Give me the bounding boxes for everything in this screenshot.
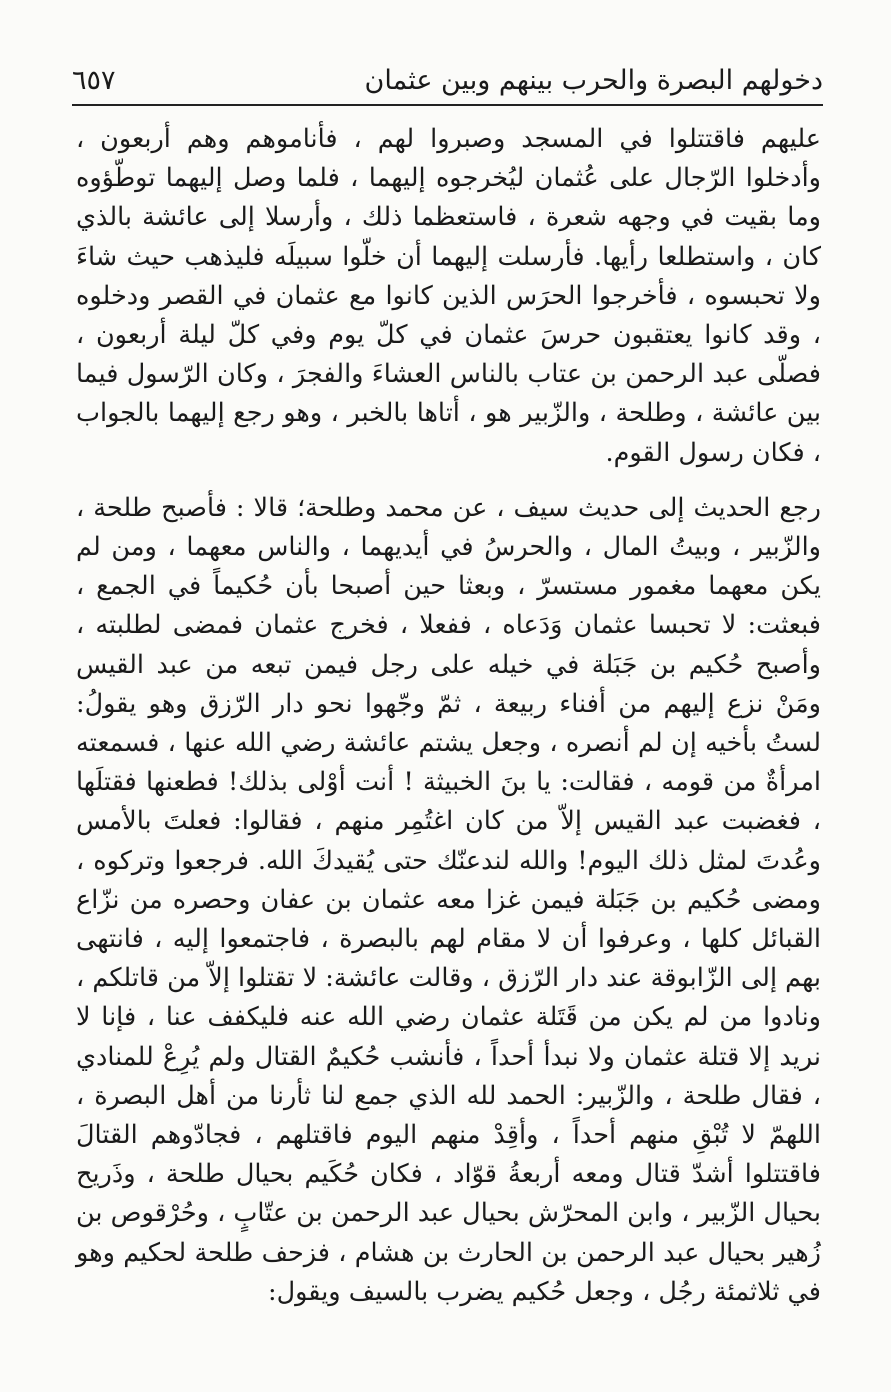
paragraph-1: عليهم فاقتتلوا في المسجد وصبروا لهم ، فأناموهم وهم أربعون ، وأدخلوا الرّجال على عُثمان ليُخرجوه إليهما ، فلما وصل إليهما توطّؤوه وما بقيت في وجهه شعرة ، فاستعظما ذلك ، وأرسلا إلى عائشة بالذي كان ، واستطلعا رأيها. فأرسلت إليهما أن خلّوا سبيلَه فليذهب حيث شاءَ ولا تحبسوه ، فأخرجوا الحرَس الذين كانوا مع عثمان في القصر ودخلوه ، وقد كانوا يعتقبون حرسَ عثمان في كلّ يوم وفي كلّ ليلة أربعون ، فصلّى عبد الرحمن بن عتاب بالناس العشاءَ والفجرَ ، وكان الرّسول فيما بين عائشة ، وطلحة ، والزّبير هو ، أتاها بالخبر ، وهو رجع إليهما بالجواب ، فكان رسول القوم.	[76, 124, 821, 468]
running-head	[72, 58, 823, 98]
page-number: ٦٥٧	[72, 65, 116, 96]
paragraph-2: رجع الحديث إلى حديث سيف ، عن محمد وطلحة؛ قالا : فأصبح طلحة ، والزّبير ، وبيتُ المال ، والحرسُ في أيديهما ، والناس معهما ، ومن لم يكن معهما مغمور مستسرّ ، وبعثا حين أصبحا بأن حُكيماً في الجمع ، فبعثت: لا تحبسا عثمان وَدَعاه ، ففعلا ، فخرج عثمان فمضى لطلبته ، وأصبح حُكيم بن جَبَلة في خيله على رجل فيمن تبعه من عبد القيس ومَنْ نزع إليهم من أفناء ربيعة ، ثمّ وجّهوا نحو دار الرّزق وهو يقولُ: لستُ بأخيه إن لم أنصره ، وجعل يشتم عائشة رضي الله عنها ، فسمعته امرأةٌ من قومه ، فقالت: يا بنَ الخبيثة ! أنت أوْلى بذلك! فطعنها فقتلَها ، فغضبت عبد القيس إلاّ من كان اغتُمِر منهم ، فقالوا: فعلتَ بالأمس وعُدتَ لمثل ذلك اليوم! والله لندعنّك حتى يُقيدكَ الله. فرجعوا وتركوه ، ومضى حُكيم بن جَبَلة فيمن غزا معه عثمان بن عفان وحصره من نزّاع القبائل كلها ، وعرفوا أن لا مقام لهم بالبصرة ، فاجتمعوا إليه ، فانتهى بهم إلى الزّابوقة عند دار الرّزق ، وقالت عائشة: لا تقتلوا إلاّ من قاتلكم ، ونادوا من لم يكن من قَتَلة عثمان رضي الله عنه فليكفف عنا ، فإنا لا نريد إلا قتلة عثمان ولا نبدأ أحداً ، فأنشب حُكيمٌ القتال ولم يُرِعْ للمنادي ، فقال طلحة ، والزّبير: الحمد لله الذي جمع لنا ثأرنا من أهل البصرة ، اللهمّ لا تُبْقِ منهم أحداً ، وأقِدْ منهم اليوم فاقتلهم ، فجادّوهم القتالَ فاقتتلوا أشدّ قتال ومعه أربعةُ قوّاد ، فكان حُكَيم بحيال طلحة ، وذَريح بحيال الزّبير ، وابن المحرّش بحيال عبد الرحمن بن عتّابٍ ، وحُرْقوص بن زُهير بحيال عبد الرحمن بن الحارث بن هشام ، فزحف طلحة لحكيم وهو في ثلاثمئة رجُل ، وجعل حُكيم يضرب بالسيف ويقول:	[76, 492, 821, 1307]
header-divider	[72, 104, 823, 106]
page-body	[76, 120, 821, 1312]
chapter-title: دخولهم البصرة والحرب بينهم وبين عثمان	[364, 65, 823, 96]
